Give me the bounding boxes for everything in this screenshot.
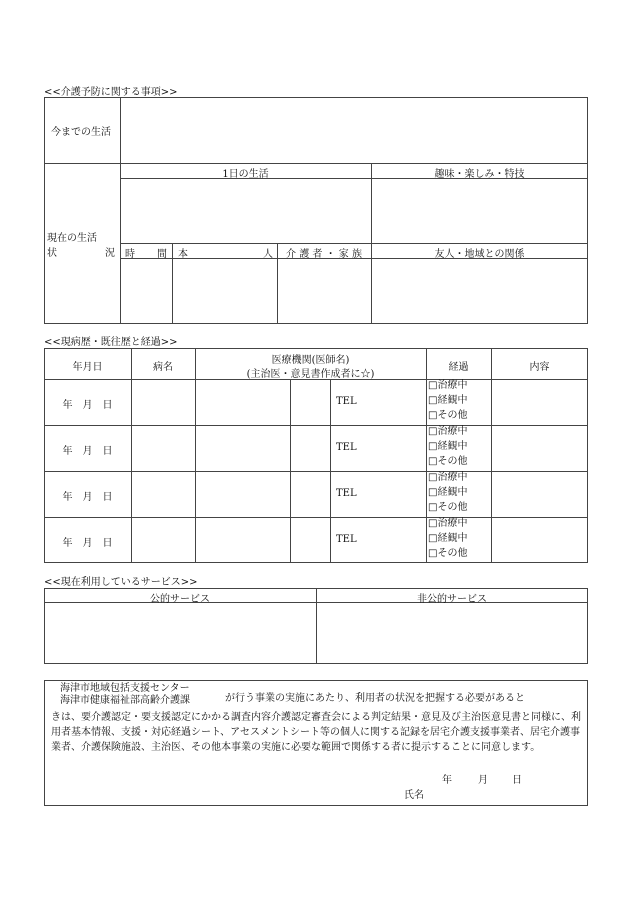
- disease-header: 病名: [153, 362, 173, 373]
- checkbox-treating[interactable]: □治療中: [428, 518, 468, 529]
- checkbox-other[interactable]: □その他: [428, 502, 468, 513]
- consent-day: 日: [512, 775, 522, 786]
- consent-org-line2: 海津市健康福祉部高齢介護課: [60, 695, 190, 706]
- private-services-field[interactable]: [317, 603, 587, 663]
- consent-name-label: 氏名: [404, 790, 424, 801]
- institution-header: 医療機関(医師名): [271, 355, 350, 366]
- checkbox-observing[interactable]: □経観中: [428, 395, 468, 406]
- consent-month: 月: [478, 775, 488, 786]
- checkbox-other[interactable]: □その他: [428, 410, 468, 421]
- row-tel: TEL: [336, 442, 357, 453]
- self-label-b: 人: [263, 249, 273, 260]
- medical-history-title: <<現病歴・既往歴と経過>>: [44, 337, 178, 348]
- friends-label: 友人・地域との関係: [434, 249, 525, 260]
- time-label-b: 間: [157, 249, 167, 260]
- checkbox-other[interactable]: □その他: [428, 456, 468, 467]
- checkbox-observing[interactable]: □経観中: [428, 487, 468, 498]
- past-life-label: 今までの生活: [51, 127, 111, 138]
- consent-year: 年: [442, 775, 452, 786]
- progress-header: 経過: [448, 362, 469, 373]
- checkbox-other[interactable]: □その他: [428, 548, 468, 559]
- checkbox-observing[interactable]: □経観中: [428, 441, 468, 452]
- care-prevention-title: <<介護予防に関する事項>>: [44, 87, 178, 98]
- hobbies-field[interactable]: [372, 179, 587, 242]
- consent-text-body: きは、要介護認定・要支援認定にかかる調査内容介護認定審査会による判定結果・意見及び主治医意見書と同様に、利用者基本情報、支援・対応経過シート、アセスメントシート等の個人に関する記録を居宅介護支援事業者、居宅介護事業者、介護保険施設、主治医、その他本事業の実施に必要な範囲で関係する者に提示することに同意します。: [51, 712, 581, 753]
- consent-org-line1: 海津市地域包括支援センター: [60, 683, 190, 694]
- row-tel: TEL: [336, 396, 357, 407]
- row-date: 年 月 日: [62, 538, 113, 549]
- row-tel: TEL: [336, 534, 357, 545]
- row-tel: TEL: [336, 488, 357, 499]
- consent-text-first: が行う事業の実施にあたり、利用者の状況を把握する必要があると: [225, 693, 525, 704]
- self-label-a: 本: [178, 249, 188, 260]
- daily-life-header: 1日の生活: [222, 169, 269, 180]
- current-life-label: 現在の生活: [47, 233, 97, 244]
- current-status-label-b: 況: [105, 248, 115, 259]
- past-life-field[interactable]: [120, 98, 587, 162]
- services-title: <<現在利用しているサービス>>: [44, 577, 198, 588]
- consent-name-field[interactable]: [430, 783, 580, 799]
- row-date: 年 月 日: [62, 400, 113, 411]
- checkbox-treating[interactable]: □治療中: [428, 426, 468, 437]
- public-services-field[interactable]: [45, 603, 315, 663]
- row-date: 年 月 日: [62, 492, 113, 503]
- public-services-header: 公的サービス: [150, 594, 210, 605]
- checkbox-treating[interactable]: □治療中: [428, 472, 468, 483]
- daily-life-field[interactable]: [121, 179, 370, 242]
- institution-subheader: (主治医・意見書作成者に☆): [246, 369, 375, 380]
- hobbies-header: 趣味・楽しみ・特技: [434, 169, 525, 180]
- content-header: 内容: [529, 362, 550, 373]
- checkbox-treating[interactable]: □治療中: [428, 380, 468, 391]
- checkbox-observing[interactable]: □経観中: [428, 533, 468, 544]
- date-header: 年月日: [72, 362, 103, 373]
- current-status-label-a: 状: [47, 248, 57, 259]
- time-label-a: 時: [125, 249, 135, 260]
- private-services-header: 非公的サービス: [417, 594, 487, 605]
- row-date: 年 月 日: [62, 446, 113, 457]
- caregiver-label: 介 護 者 ・ 家 族: [286, 249, 362, 260]
